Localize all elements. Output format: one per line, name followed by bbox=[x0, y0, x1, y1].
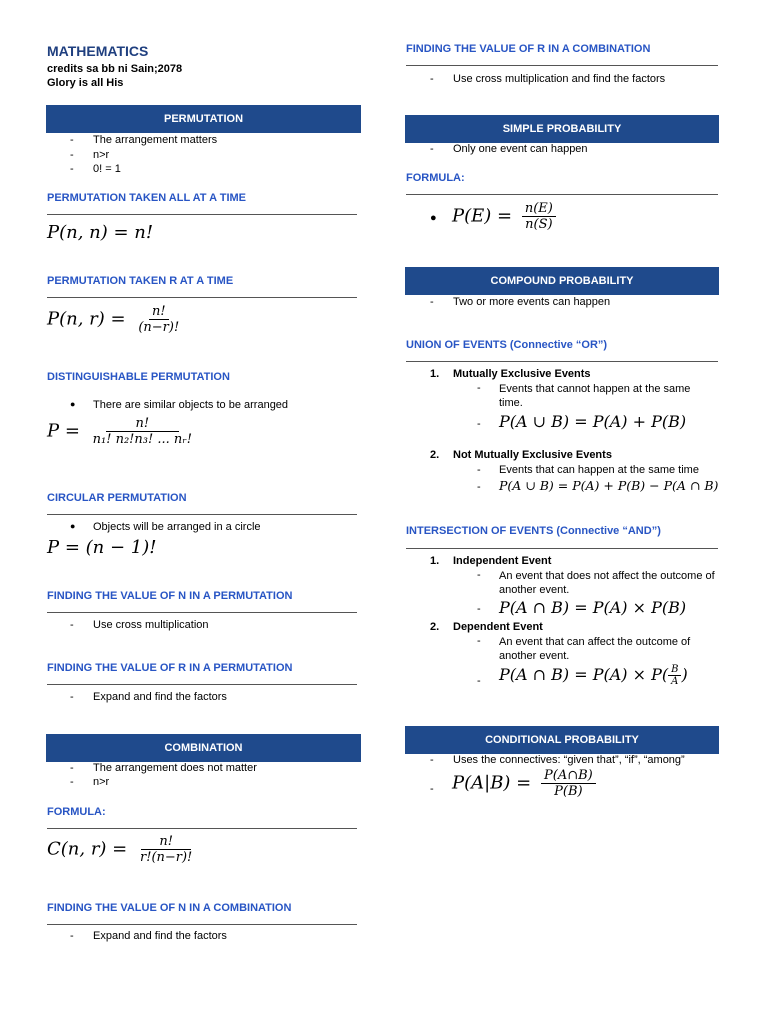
section-heading: FINDING THE VALUE OF N IN A COMBINATION bbox=[47, 902, 292, 914]
list-dash: - bbox=[70, 776, 74, 788]
list-dash: - bbox=[70, 149, 74, 161]
compound-probability-banner: COMPOUND PROBABILITY bbox=[405, 267, 719, 295]
list-dash: - bbox=[477, 675, 481, 687]
numerator: P(A∩B) bbox=[541, 768, 596, 784]
divider bbox=[406, 548, 718, 549]
simple-probability-banner: SIMPLE PROBABILITY bbox=[405, 115, 719, 143]
comb-point: The arrangement does not matter bbox=[93, 762, 257, 774]
denominator: r!(n−r)! bbox=[140, 850, 193, 865]
list-dash: - bbox=[430, 754, 434, 766]
divider bbox=[406, 194, 718, 195]
formula-close: ) bbox=[681, 665, 688, 684]
divider bbox=[406, 361, 718, 362]
fraction bbox=[541, 768, 596, 799]
nme-title: Not Mutually Exclusive Events bbox=[453, 449, 612, 461]
divider bbox=[47, 214, 357, 215]
list-dash: - bbox=[70, 691, 74, 703]
numerator: n! bbox=[149, 304, 169, 320]
list-dash: - bbox=[70, 163, 74, 175]
list-dash: - bbox=[477, 464, 481, 476]
section-heading: FORMULA: bbox=[47, 806, 106, 818]
list-dash: - bbox=[70, 762, 74, 774]
divider bbox=[47, 612, 357, 613]
formula-lhs: P(A ∩ B) = P(A) × P( bbox=[499, 665, 669, 684]
nme-desc: Events that can happen at the same time bbox=[499, 464, 699, 476]
list-number: 2. bbox=[430, 621, 440, 633]
page-title: MATHEMATICS bbox=[47, 43, 149, 59]
fraction bbox=[90, 416, 195, 447]
fraction bbox=[137, 834, 195, 865]
formula-lhs: P = bbox=[47, 420, 80, 442]
divider bbox=[47, 684, 357, 685]
denominator: n₁! n₂!n₃! ... nᵣ! bbox=[92, 432, 192, 447]
list-dash: - bbox=[477, 603, 481, 615]
section-heading: FINDING THE VALUE OF R IN A COMBINATION bbox=[406, 43, 651, 55]
list-dash: - bbox=[70, 619, 74, 631]
conditional-probability-banner: CONDITIONAL PROBABILITY bbox=[405, 726, 719, 754]
fraction bbox=[522, 201, 556, 232]
formula bbox=[47, 304, 182, 335]
list-dash: - bbox=[477, 418, 481, 430]
section-heading: INTERSECTION OF EVENTS (Connective “AND”) bbox=[406, 525, 661, 537]
list-bullet: ● bbox=[70, 399, 76, 409]
list-dash: - bbox=[70, 930, 74, 942]
denominator: n(S) bbox=[525, 217, 553, 232]
divider bbox=[47, 297, 357, 298]
combination-banner: COMBINATION bbox=[46, 734, 361, 762]
list-dash: - bbox=[430, 296, 434, 308]
find-r-comb-point: Use cross multiplication and find the factors bbox=[453, 73, 666, 85]
section-heading: CIRCULAR PERMUTATION bbox=[47, 492, 187, 504]
list-dash: - bbox=[430, 143, 434, 155]
list-number: 2. bbox=[430, 449, 440, 461]
dep-title: Dependent Event bbox=[453, 621, 543, 633]
section-heading: UNION OF EVENTS (Connective “OR”) bbox=[406, 339, 608, 351]
formula-lhs: P(n, r) = bbox=[47, 308, 126, 330]
formula bbox=[499, 664, 688, 687]
numerator: n(E) bbox=[522, 201, 556, 217]
denominator: (n−r)! bbox=[138, 320, 180, 335]
cond-point: Uses the connectives: “given that”, “if”, “among” bbox=[453, 754, 685, 766]
simple-point: Only one event can happen bbox=[453, 143, 588, 155]
section-heading: PERMUTATION TAKEN ALL AT A TIME bbox=[47, 192, 246, 204]
dist-point: There are similar objects to be arranged bbox=[93, 399, 289, 411]
me-title: Mutually Exclusive Events bbox=[453, 368, 591, 380]
list-dash: - bbox=[477, 382, 481, 394]
permutation-banner: PERMUTATION bbox=[46, 105, 361, 133]
list-dash: - bbox=[430, 73, 434, 85]
find-n-perm-point: Use cross multiplication bbox=[93, 619, 209, 631]
list-dash: - bbox=[430, 783, 434, 795]
denominator: P(B) bbox=[554, 784, 583, 799]
circ-point: Objects will be arranged in a circle bbox=[93, 521, 261, 533]
denominator: A bbox=[671, 676, 679, 687]
formula bbox=[47, 416, 195, 447]
formula-lhs: P(E) = bbox=[452, 205, 513, 227]
divider bbox=[47, 828, 357, 829]
formula: P(A ∪ B) = P(A) + P(B) bbox=[499, 412, 687, 431]
glory-line: Glory is all His bbox=[47, 77, 124, 89]
list-number: 1. bbox=[430, 555, 440, 567]
list-bullet: ● bbox=[70, 521, 76, 531]
list-number: 1. bbox=[430, 368, 440, 380]
compound-point: Two or more events can happen bbox=[453, 296, 611, 308]
perm-point: 0! = 1 bbox=[93, 163, 121, 175]
formula: P(A ∪ B) = P(A) + P(B) − P(A ∩ B) bbox=[499, 478, 719, 493]
fraction bbox=[668, 664, 681, 687]
fraction bbox=[135, 304, 182, 335]
section-heading: FORMULA: bbox=[406, 172, 465, 184]
me-desc: Events that cannot happen at the same time. bbox=[499, 383, 691, 409]
section-heading: FINDING THE VALUE OF R IN A PERMUTATION bbox=[47, 662, 293, 674]
list-bullet: ● bbox=[430, 212, 437, 224]
list-dash: - bbox=[70, 134, 74, 146]
list-dash: - bbox=[477, 569, 481, 581]
dep-desc: An event that can affect the outcome of another event. bbox=[499, 636, 691, 662]
formula-lhs: C(n, r) = bbox=[47, 838, 128, 860]
divider bbox=[47, 514, 357, 515]
numerator: n! bbox=[106, 416, 180, 432]
list-dash: - bbox=[477, 481, 481, 493]
list-dash: - bbox=[477, 635, 481, 647]
find-n-comb-point: Expand and find the factors bbox=[93, 930, 227, 942]
formula: P(A ∩ B) = P(A) × P(B) bbox=[499, 598, 687, 617]
numerator: B bbox=[668, 664, 681, 676]
section-heading: PERMUTATION TAKEN R AT A TIME bbox=[47, 275, 234, 287]
ind-desc: An event that does not affect the outcome of another event. bbox=[499, 570, 715, 596]
perm-point: n>r bbox=[93, 149, 110, 161]
formula bbox=[452, 768, 596, 799]
divider bbox=[406, 65, 718, 66]
find-r-perm-point: Expand and find the factors bbox=[93, 691, 227, 703]
formula: P(n, n) = n! bbox=[47, 222, 154, 243]
numerator: n! bbox=[141, 834, 191, 850]
section-heading: DISTINGUISHABLE PERMUTATION bbox=[47, 371, 230, 383]
ind-title: Independent Event bbox=[453, 555, 552, 567]
divider bbox=[47, 924, 357, 925]
formula bbox=[452, 201, 556, 232]
formula: P = (n − 1)! bbox=[47, 537, 157, 558]
credits-line: credits sa bb ni Sain;2078 bbox=[47, 63, 183, 75]
formula bbox=[47, 834, 195, 865]
comb-point: n>r bbox=[93, 776, 110, 788]
section-heading: FINDING THE VALUE OF N IN A PERMUTATION bbox=[47, 590, 293, 602]
perm-point: The arrangement matters bbox=[93, 134, 218, 146]
formula-lhs: P(A|B) = bbox=[452, 772, 532, 794]
